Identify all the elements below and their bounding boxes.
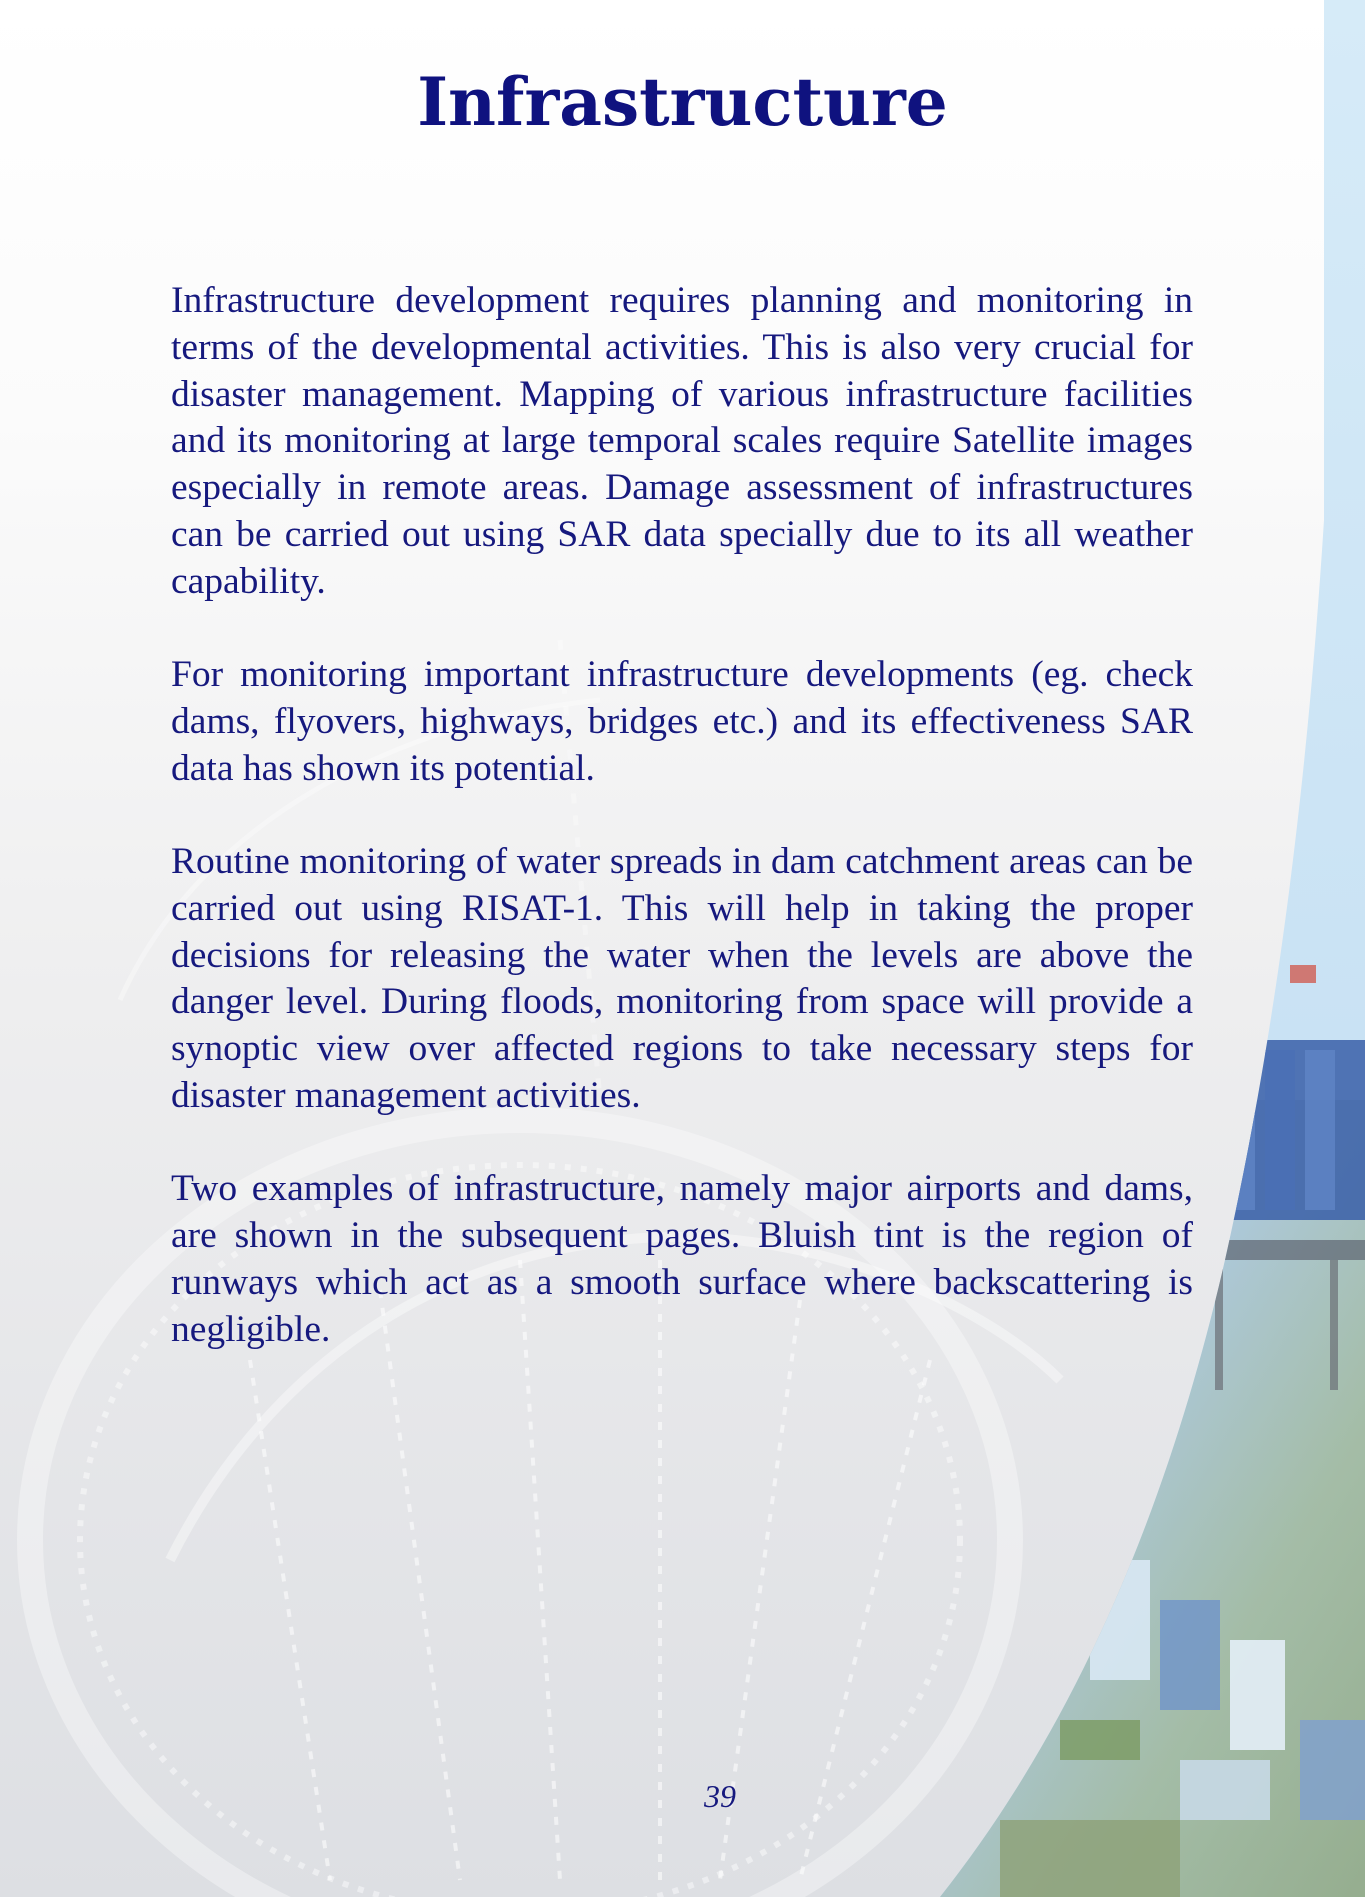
paragraph-3: Routine monitoring of water spreads in dam catchment areas can be carried out using RISAT-1. This will help in taking the proper decisions for releasing the water when the levels are above the danger level. During floods, monitoring from space will provide a synoptic view over affected regions to take necessary steps for disaster management activities. bbox=[171, 840, 1193, 1116]
body-text bbox=[171, 278, 1193, 1400]
paragraph-1: Infrastructure development requires planning and monitoring in terms of the developmental activities. This is also very crucial for disaster management. Mapping of various infrastructure facilities and its monitoring at large temporal scales require Satellite images especially in remote areas. Damage assessment of infrastructures can be carried out using SAR data specially due to its all weather capability. bbox=[171, 280, 1193, 602]
paragraph-2: For monitoring important infrastructure developments (eg. check dams, flyovers, highways, bridges etc.) and its effectiveness SAR data has shown its potential. bbox=[171, 654, 1193, 789]
page-title: Infrastructure bbox=[417, 63, 948, 141]
page-number: 39 bbox=[704, 1778, 736, 1814]
paragraph-4: Two examples of infrastructure, namely major airports and dams, are shown in the subsequent pages. Bluish tint is the region of runways which act as a smooth surface where backscattering is negligible. bbox=[171, 1168, 1193, 1350]
